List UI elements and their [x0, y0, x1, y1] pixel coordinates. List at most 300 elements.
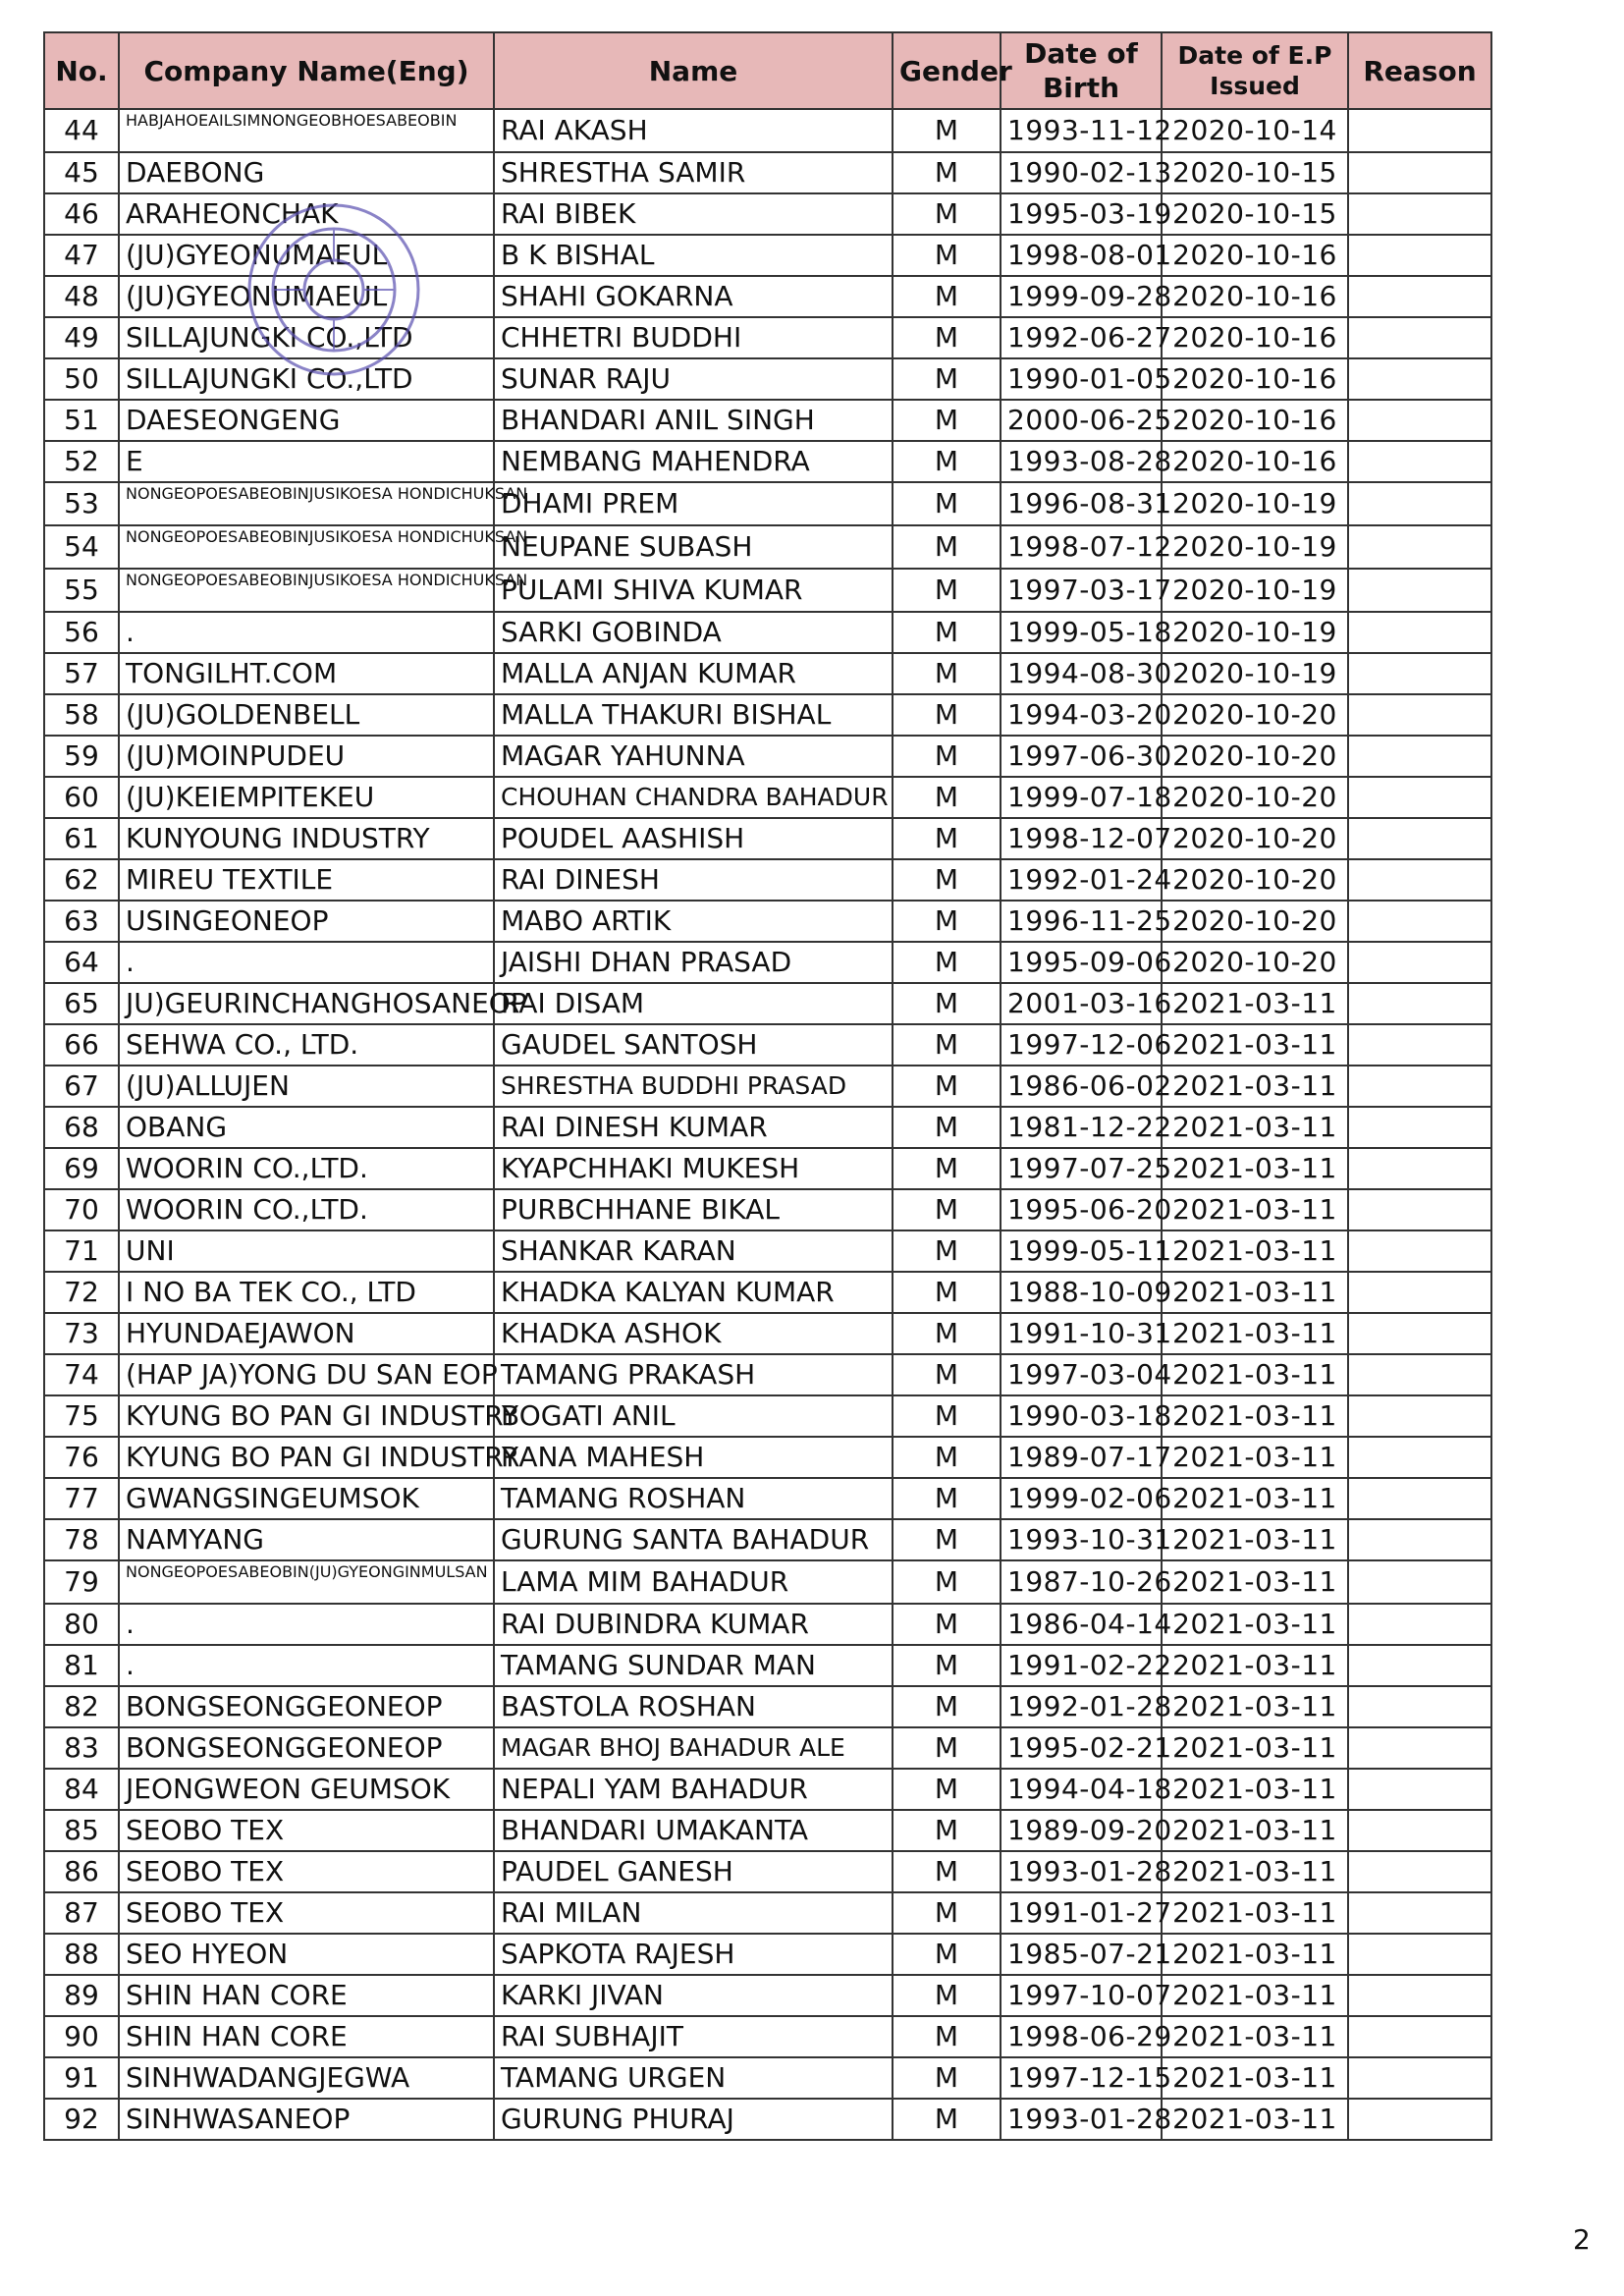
reason-cell	[1348, 1686, 1491, 1727]
table-row	[44, 777, 1491, 818]
person-name-cell: RAI MILAN	[494, 1892, 893, 1934]
date-of-birth-cell: 1990-01-05	[1001, 358, 1162, 400]
company-name-cell: .	[119, 942, 494, 983]
person-name-cell: SHRESTHA SAMIR	[494, 152, 893, 193]
row-number-cell: 66	[44, 1024, 119, 1066]
date-of-birth-cell: 1995-02-21	[1001, 1727, 1162, 1769]
company-name-cell: (JU)GOLDENBELL	[119, 694, 494, 736]
person-name-cell: RANA MAHESH	[494, 1437, 893, 1478]
row-number-cell: 72	[44, 1272, 119, 1313]
row-number-cell: 84	[44, 1769, 119, 1810]
gender-cell: M	[893, 276, 1001, 317]
table-row	[44, 1478, 1491, 1519]
row-number-cell: 91	[44, 2057, 119, 2099]
reason-cell	[1348, 193, 1491, 235]
gender-cell: M	[893, 901, 1001, 942]
reason-cell	[1348, 2057, 1491, 2099]
date-issued-cell: 2021-03-11	[1162, 1354, 1348, 1395]
reason-cell	[1348, 1769, 1491, 1810]
gender-cell: M	[893, 482, 1001, 525]
date-of-birth-cell: 1998-07-12	[1001, 525, 1162, 569]
gender-cell: M	[893, 1560, 1001, 1604]
gender-cell: M	[893, 1395, 1001, 1437]
table-row	[44, 1892, 1491, 1934]
company-name-cell: SILLAJUNGKI CO.,LTD	[119, 317, 494, 358]
gender-cell: M	[893, 818, 1001, 859]
person-name-cell: RAI DINESH	[494, 859, 893, 901]
person-name-cell: RAI SUBHAJIT	[494, 2016, 893, 2057]
gender-cell: M	[893, 1934, 1001, 1975]
header-row	[44, 32, 1491, 109]
reason-cell	[1348, 2099, 1491, 2140]
date-of-birth-cell: 1993-01-28	[1001, 2099, 1162, 2140]
table-row	[44, 1230, 1491, 1272]
row-number-cell: 69	[44, 1148, 119, 1189]
person-name-cell: MALLA ANJAN KUMAR	[494, 653, 893, 694]
header-gender: Gender	[893, 32, 1001, 109]
company-name-cell: SEOBO TEX	[119, 1892, 494, 1934]
row-number-cell: 63	[44, 901, 119, 942]
company-name-cell: SEOBO TEX	[119, 1851, 494, 1892]
gender-cell: M	[893, 1354, 1001, 1395]
date-of-birth-cell: 1999-05-18	[1001, 612, 1162, 653]
reason-cell	[1348, 1519, 1491, 1560]
reason-cell	[1348, 1107, 1491, 1148]
date-issued-cell: 2021-03-11	[1162, 1066, 1348, 1107]
company-name-cell: KYUNG BO PAN GI INDUSTRY	[119, 1437, 494, 1478]
header-no: No.	[44, 32, 119, 109]
date-issued-cell: 2021-03-11	[1162, 1478, 1348, 1519]
gender-cell: M	[893, 777, 1001, 818]
reason-cell	[1348, 1437, 1491, 1478]
reason-cell	[1348, 317, 1491, 358]
date-issued-cell: 2021-03-11	[1162, 1230, 1348, 1272]
table-row	[44, 1313, 1491, 1354]
row-number-cell: 61	[44, 818, 119, 859]
table-row	[44, 1437, 1491, 1478]
date-of-birth-cell: 1992-06-27	[1001, 317, 1162, 358]
company-name-cell: SINHWASANEOP	[119, 2099, 494, 2140]
table-row	[44, 1851, 1491, 1892]
date-issued-cell: 2021-03-11	[1162, 1313, 1348, 1354]
reason-cell	[1348, 1313, 1491, 1354]
reason-cell	[1348, 901, 1491, 942]
date-of-birth-cell: 1985-07-21	[1001, 1934, 1162, 1975]
date-issued-cell: 2021-03-11	[1162, 1934, 1348, 1975]
person-name-cell: B K BISHAL	[494, 235, 893, 276]
person-name-cell: NEUPANE SUBASH	[494, 525, 893, 569]
reason-cell	[1348, 441, 1491, 482]
company-name-cell: SEO HYEON	[119, 1934, 494, 1975]
date-issued-cell: 2021-03-11	[1162, 1810, 1348, 1851]
table-row	[44, 400, 1491, 441]
reason-cell	[1348, 1230, 1491, 1272]
reason-cell	[1348, 400, 1491, 441]
table-row	[44, 1769, 1491, 1810]
gender-cell: M	[893, 569, 1001, 612]
table-row	[44, 818, 1491, 859]
date-of-birth-cell: 1990-02-13	[1001, 152, 1162, 193]
gender-cell: M	[893, 1851, 1001, 1892]
company-name-cell: NONGEOPOESABEOBINJUSIKOESA HONDICHUKSAN	[119, 569, 494, 612]
person-name-cell: RAI AKASH	[494, 109, 893, 152]
table-row	[44, 983, 1491, 1024]
person-name-cell: SHANKAR KARAN	[494, 1230, 893, 1272]
company-name-cell: NONGEOPOESABEOBIN(JU)GYEONGINMULSAN	[119, 1560, 494, 1604]
gender-cell: M	[893, 736, 1001, 777]
person-name-cell: KHADKA ASHOK	[494, 1313, 893, 1354]
row-number-cell: 67	[44, 1066, 119, 1107]
reason-cell	[1348, 777, 1491, 818]
date-of-birth-cell: 1991-10-31	[1001, 1313, 1162, 1354]
row-number-cell: 44	[44, 109, 119, 152]
date-issued-cell: 2020-10-14	[1162, 109, 1348, 152]
date-of-birth-cell: 1989-07-17	[1001, 1437, 1162, 1478]
row-number-cell: 74	[44, 1354, 119, 1395]
gender-cell: M	[893, 1686, 1001, 1727]
table-row	[44, 525, 1491, 569]
gender-cell: M	[893, 1272, 1001, 1313]
reason-cell	[1348, 653, 1491, 694]
table-row	[44, 901, 1491, 942]
date-of-birth-cell: 1996-11-25	[1001, 901, 1162, 942]
company-name-cell: (HAP JA)YONG DU SAN EOP	[119, 1354, 494, 1395]
company-name-cell: SHIN HAN CORE	[119, 2016, 494, 2057]
gender-cell: M	[893, 1437, 1001, 1478]
table-row	[44, 1727, 1491, 1769]
gender-cell: M	[893, 942, 1001, 983]
person-name-cell: DHAMI PREM	[494, 482, 893, 525]
company-name-cell: NONGEOPOESABEOBINJUSIKOESA HONDICHUKSAN	[119, 525, 494, 569]
gender-cell: M	[893, 1230, 1001, 1272]
date-issued-cell: 2021-03-11	[1162, 1604, 1348, 1645]
table-row	[44, 2057, 1491, 2099]
row-number-cell: 62	[44, 859, 119, 901]
row-number-cell: 51	[44, 400, 119, 441]
company-name-cell: .	[119, 1604, 494, 1645]
reason-cell	[1348, 1148, 1491, 1189]
date-issued-cell: 2020-10-16	[1162, 276, 1348, 317]
date-issued-cell: 2021-03-11	[1162, 1727, 1348, 1769]
date-of-birth-cell: 1993-11-12	[1001, 109, 1162, 152]
gender-cell: M	[893, 859, 1001, 901]
reason-cell	[1348, 235, 1491, 276]
reason-cell	[1348, 1892, 1491, 1934]
person-name-cell: BASTOLA ROSHAN	[494, 1686, 893, 1727]
company-name-cell: KUNYOUNG INDUSTRY	[119, 818, 494, 859]
person-name-cell: JAISHI DHAN PRASAD	[494, 942, 893, 983]
person-name-cell: NEMBANG MAHENDRA	[494, 441, 893, 482]
table-row	[44, 1686, 1491, 1727]
date-of-birth-cell: 1989-09-20	[1001, 1810, 1162, 1851]
person-name-cell: SUNAR RAJU	[494, 358, 893, 400]
row-number-cell: 46	[44, 193, 119, 235]
person-name-cell: TAMANG SUNDAR MAN	[494, 1645, 893, 1686]
company-name-cell: SILLAJUNGKI CO.,LTD	[119, 358, 494, 400]
row-number-cell: 52	[44, 441, 119, 482]
row-number-cell: 58	[44, 694, 119, 736]
header-company: Company Name(Eng)	[119, 32, 494, 109]
date-of-birth-cell: 1993-01-28	[1001, 1851, 1162, 1892]
gender-cell: M	[893, 1478, 1001, 1519]
table-row	[44, 276, 1491, 317]
person-name-cell: MAGAR BHOJ BAHADUR ALE	[494, 1727, 893, 1769]
date-issued-cell: 2021-03-11	[1162, 2016, 1348, 2057]
reason-cell	[1348, 818, 1491, 859]
header-issued-line1: Date of E.P	[1177, 40, 1332, 70]
row-number-cell: 68	[44, 1107, 119, 1148]
person-name-cell: MAGAR YAHUNNA	[494, 736, 893, 777]
date-issued-cell: 2020-10-16	[1162, 358, 1348, 400]
table-row	[44, 193, 1491, 235]
gender-cell: M	[893, 694, 1001, 736]
person-name-cell: KARKI JIVAN	[494, 1975, 893, 2016]
table-row	[44, 1107, 1491, 1148]
date-of-birth-cell: 1986-04-14	[1001, 1604, 1162, 1645]
reason-cell	[1348, 1066, 1491, 1107]
date-issued-cell: 2020-10-19	[1162, 612, 1348, 653]
reason-cell	[1348, 109, 1491, 152]
table-row	[44, 1272, 1491, 1313]
company-name-cell: I NO BA TEK CO., LTD	[119, 1272, 494, 1313]
table-row	[44, 1189, 1491, 1230]
date-of-birth-cell: 1997-03-17	[1001, 569, 1162, 612]
company-name-cell: (JU)GYEONUMAEUL	[119, 235, 494, 276]
reason-cell	[1348, 1189, 1491, 1230]
date-issued-cell: 2021-03-11	[1162, 1975, 1348, 2016]
date-issued-cell: 2020-10-19	[1162, 569, 1348, 612]
row-number-cell: 87	[44, 1892, 119, 1934]
company-name-cell: E	[119, 441, 494, 482]
table-row	[44, 1024, 1491, 1066]
person-name-cell: LAMA MIM BAHADUR	[494, 1560, 893, 1604]
gender-cell: M	[893, 317, 1001, 358]
date-of-birth-cell: 1987-10-26	[1001, 1560, 1162, 1604]
row-number-cell: 60	[44, 777, 119, 818]
employment-permit-table	[43, 31, 1492, 2141]
person-name-cell: BHANDARI ANIL SINGH	[494, 400, 893, 441]
date-issued-cell: 2020-10-20	[1162, 736, 1348, 777]
row-number-cell: 90	[44, 2016, 119, 2057]
reason-cell	[1348, 1024, 1491, 1066]
header-issued	[1162, 32, 1348, 109]
gender-cell: M	[893, 235, 1001, 276]
date-of-birth-cell: 2000-06-25	[1001, 400, 1162, 441]
company-name-cell: NONGEOPOESABEOBINJUSIKOESA HONDICHUKSAN	[119, 482, 494, 525]
gender-cell: M	[893, 400, 1001, 441]
row-number-cell: 83	[44, 1727, 119, 1769]
person-name-cell: RAI BIBEK	[494, 193, 893, 235]
reason-cell	[1348, 942, 1491, 983]
date-issued-cell: 2021-03-11	[1162, 1024, 1348, 1066]
reason-cell	[1348, 736, 1491, 777]
reason-cell	[1348, 694, 1491, 736]
table-row	[44, 653, 1491, 694]
date-issued-cell: 2021-03-11	[1162, 1560, 1348, 1604]
company-name-cell: UNI	[119, 1230, 494, 1272]
gender-cell: M	[893, 1645, 1001, 1686]
date-of-birth-cell: 2001-03-16	[1001, 983, 1162, 1024]
reason-cell	[1348, 569, 1491, 612]
company-name-cell: SINHWADANGJEGWA	[119, 2057, 494, 2099]
person-name-cell: PAUDEL GANESH	[494, 1851, 893, 1892]
date-issued-cell: 2020-10-20	[1162, 901, 1348, 942]
company-name-cell: (JU)MOINPUDEU	[119, 736, 494, 777]
table-row	[44, 2099, 1491, 2140]
company-name-cell: TONGILHT.COM	[119, 653, 494, 694]
reason-cell	[1348, 1810, 1491, 1851]
date-issued-cell: 2021-03-11	[1162, 1645, 1348, 1686]
date-issued-cell: 2020-10-19	[1162, 525, 1348, 569]
table-row	[44, 152, 1491, 193]
person-name-cell: CHHETRI BUDDHI	[494, 317, 893, 358]
date-of-birth-cell: 1997-07-25	[1001, 1148, 1162, 1189]
reason-cell	[1348, 1478, 1491, 1519]
gender-cell: M	[893, 1148, 1001, 1189]
company-name-cell: DAEBONG	[119, 152, 494, 193]
row-number-cell: 80	[44, 1604, 119, 1645]
date-issued-cell: 2020-10-16	[1162, 317, 1348, 358]
row-number-cell: 55	[44, 569, 119, 612]
date-issued-cell: 2021-03-11	[1162, 1769, 1348, 1810]
date-issued-cell: 2021-03-11	[1162, 1148, 1348, 1189]
date-of-birth-cell: 1994-03-20	[1001, 694, 1162, 736]
reason-cell	[1348, 1354, 1491, 1395]
gender-cell: M	[893, 2057, 1001, 2099]
table-row	[44, 1975, 1491, 2016]
company-name-cell: ARAHEONCHAK	[119, 193, 494, 235]
reason-cell	[1348, 1975, 1491, 2016]
row-number-cell: 81	[44, 1645, 119, 1686]
reason-cell	[1348, 358, 1491, 400]
date-of-birth-cell: 1992-01-28	[1001, 1686, 1162, 1727]
gender-cell: M	[893, 1810, 1001, 1851]
person-name-cell: PURBCHHANE BIKAL	[494, 1189, 893, 1230]
company-name-cell: WOORIN CO.,LTD.	[119, 1189, 494, 1230]
table-row	[44, 1645, 1491, 1686]
date-issued-cell: 2020-10-16	[1162, 400, 1348, 441]
gender-cell: M	[893, 2099, 1001, 2140]
person-name-cell: GAUDEL SANTOSH	[494, 1024, 893, 1066]
date-of-birth-cell: 1998-08-01	[1001, 235, 1162, 276]
person-name-cell: KHADKA KALYAN KUMAR	[494, 1272, 893, 1313]
company-name-cell: MIREU TEXTILE	[119, 859, 494, 901]
date-of-birth-cell: 1993-10-31	[1001, 1519, 1162, 1560]
row-number-cell: 82	[44, 1686, 119, 1727]
date-issued-cell: 2020-10-20	[1162, 942, 1348, 983]
table-row	[44, 1066, 1491, 1107]
company-name-cell: USINGEONEOP	[119, 901, 494, 942]
date-of-birth-cell: 1995-09-06	[1001, 942, 1162, 983]
table-row	[44, 942, 1491, 983]
row-number-cell: 78	[44, 1519, 119, 1560]
date-issued-cell: 2021-03-11	[1162, 2099, 1348, 2140]
person-name-cell: SHRESTHA BUDDHI PRASAD	[494, 1066, 893, 1107]
reason-cell	[1348, 482, 1491, 525]
company-name-cell: (JU)ALLUJEN	[119, 1066, 494, 1107]
date-of-birth-cell: 1991-02-22	[1001, 1645, 1162, 1686]
reason-cell	[1348, 525, 1491, 569]
company-name-cell: WOORIN CO.,LTD.	[119, 1148, 494, 1189]
date-issued-cell: 2021-03-11	[1162, 1686, 1348, 1727]
person-name-cell: GURUNG SANTA BAHADUR	[494, 1519, 893, 1560]
company-name-cell: BONGSEONGGEONEOP	[119, 1727, 494, 1769]
person-name-cell: POUDEL AASHISH	[494, 818, 893, 859]
person-name-cell: RAI DINESH KUMAR	[494, 1107, 893, 1148]
date-issued-cell: 2020-10-19	[1162, 482, 1348, 525]
company-name-cell: KYUNG BO PAN GI INDUSTRY	[119, 1395, 494, 1437]
header-reason: Reason	[1348, 32, 1491, 109]
header-name: Name	[494, 32, 893, 109]
gender-cell: M	[893, 1066, 1001, 1107]
date-of-birth-cell: 1997-03-04	[1001, 1354, 1162, 1395]
gender-cell: M	[893, 358, 1001, 400]
gender-cell: M	[893, 152, 1001, 193]
gender-cell: M	[893, 1604, 1001, 1645]
company-name-cell: .	[119, 1645, 494, 1686]
person-name-cell: MALLA THAKURI BISHAL	[494, 694, 893, 736]
row-number-cell: 79	[44, 1560, 119, 1604]
date-of-birth-cell: 1993-08-28	[1001, 441, 1162, 482]
row-number-cell: 86	[44, 1851, 119, 1892]
table-row	[44, 235, 1491, 276]
row-number-cell: 71	[44, 1230, 119, 1272]
person-name-cell: SARKI GOBINDA	[494, 612, 893, 653]
date-of-birth-cell: 1999-07-18	[1001, 777, 1162, 818]
date-of-birth-cell: 1995-06-20	[1001, 1189, 1162, 1230]
row-number-cell: 45	[44, 152, 119, 193]
reason-cell	[1348, 612, 1491, 653]
row-number-cell: 48	[44, 276, 119, 317]
table-row	[44, 482, 1491, 525]
gender-cell: M	[893, 983, 1001, 1024]
person-name-cell: BHANDARI UMAKANTA	[494, 1810, 893, 1851]
date-issued-cell: 2021-03-11	[1162, 1437, 1348, 1478]
date-issued-cell: 2021-03-11	[1162, 1107, 1348, 1148]
date-issued-cell: 2020-10-16	[1162, 235, 1348, 276]
gender-cell: M	[893, 193, 1001, 235]
row-number-cell: 75	[44, 1395, 119, 1437]
gender-cell: M	[893, 1107, 1001, 1148]
row-number-cell: 88	[44, 1934, 119, 1975]
table-row	[44, 1810, 1491, 1851]
reason-cell	[1348, 1727, 1491, 1769]
date-of-birth-cell: 1999-05-11	[1001, 1230, 1162, 1272]
row-number-cell: 47	[44, 235, 119, 276]
reason-cell	[1348, 2016, 1491, 2057]
date-of-birth-cell: 1981-12-22	[1001, 1107, 1162, 1148]
reason-cell	[1348, 276, 1491, 317]
table-row	[44, 1519, 1491, 1560]
table-row	[44, 1560, 1491, 1604]
gender-cell: M	[893, 1892, 1001, 1934]
reason-cell	[1348, 1851, 1491, 1892]
row-number-cell: 65	[44, 983, 119, 1024]
date-issued-cell: 2021-03-11	[1162, 1189, 1348, 1230]
date-issued-cell: 2020-10-20	[1162, 777, 1348, 818]
gender-cell: M	[893, 653, 1001, 694]
company-name-cell: NAMYANG	[119, 1519, 494, 1560]
company-name-cell: HABJAHOEAILSIMNONGEOBHOESABEOBIN	[119, 109, 494, 152]
row-number-cell: 59	[44, 736, 119, 777]
date-issued-cell: 2020-10-20	[1162, 859, 1348, 901]
person-name-cell: TAMANG PRAKASH	[494, 1354, 893, 1395]
table-row	[44, 859, 1491, 901]
person-name-cell: SAPKOTA RAJESH	[494, 1934, 893, 1975]
person-name-cell: RAI DISAM	[494, 983, 893, 1024]
table-row	[44, 569, 1491, 612]
table-row	[44, 1354, 1491, 1395]
